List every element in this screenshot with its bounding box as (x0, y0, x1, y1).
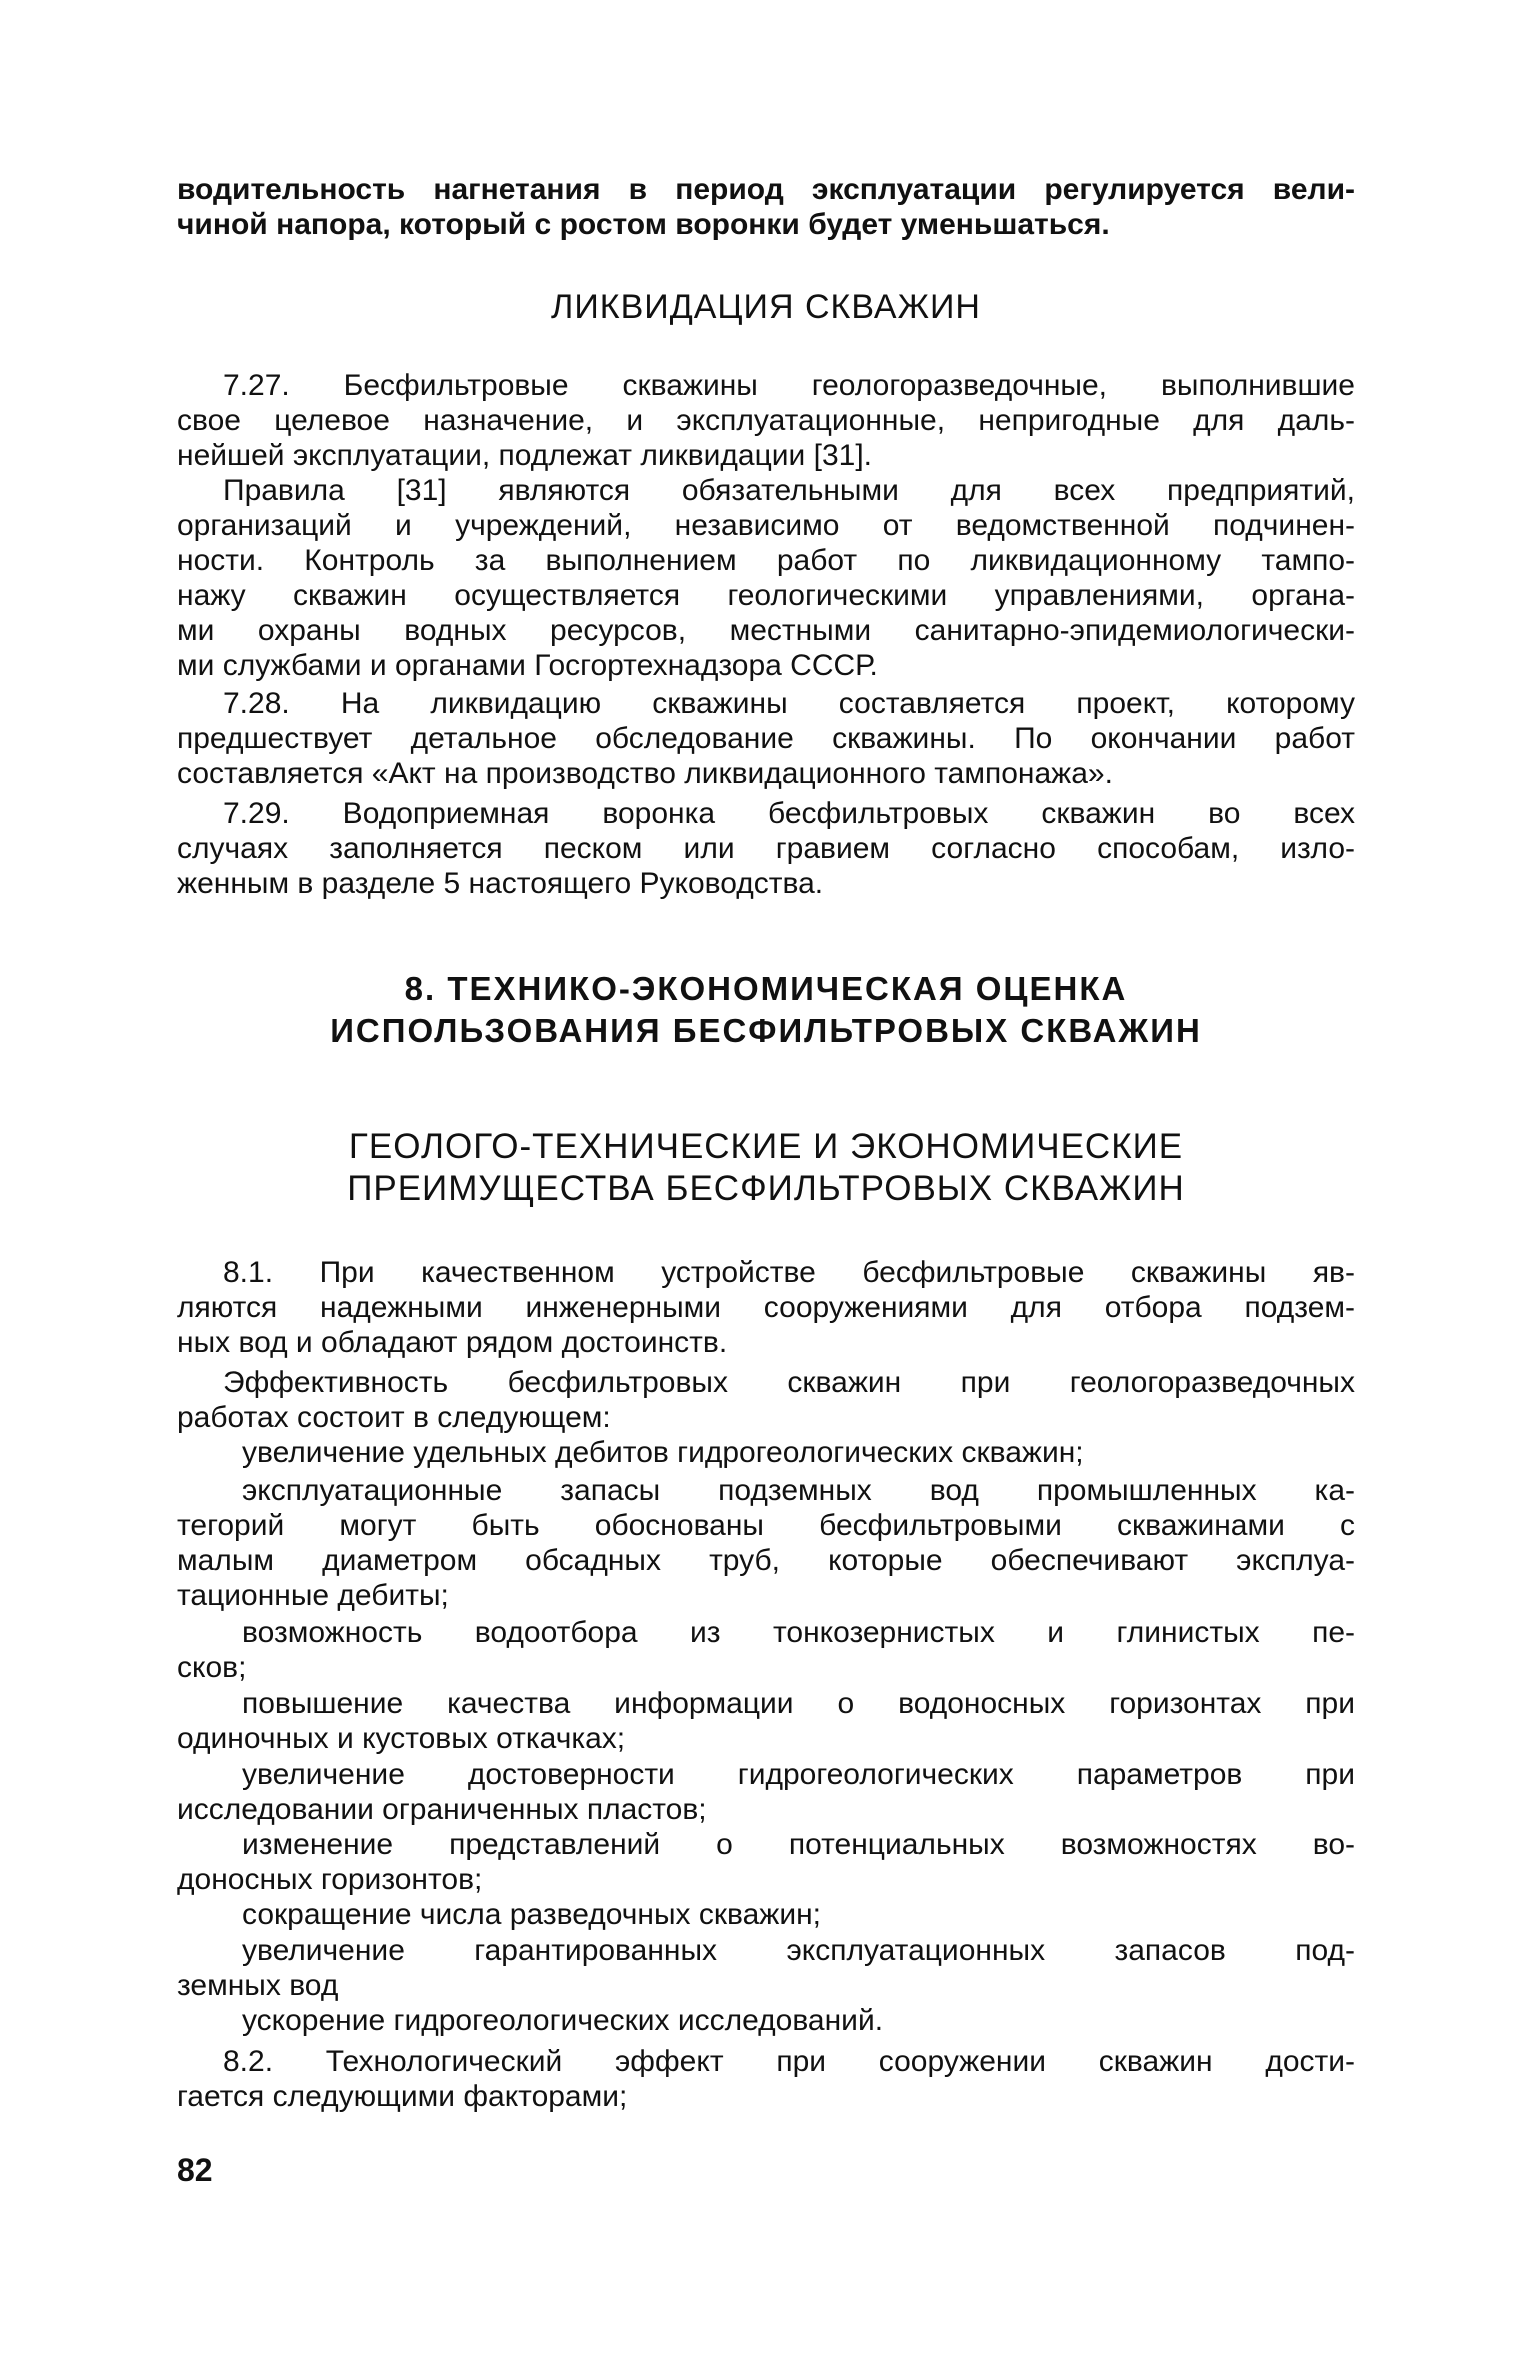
text-line: исследовании ограниченных пластов; (177, 1793, 707, 1826)
advantages-heading-line-1: ГЕОЛОГО-ТЕХНИЧЕСКИЕ И ЭКОНОМИЧЕСКИЕ (348, 1127, 1184, 1166)
text-line: свое целевое назначение, и эксплуатационные, непригодные для даль- (177, 404, 1355, 437)
heading-liquidation: ЛИКВИДАЦИЯ СКВАЖИН (551, 288, 981, 326)
page-number: 82 (177, 2152, 213, 2188)
text-line: 8.2. Технологический эффект при сооружении скважин дости- (223, 2045, 1355, 2078)
paragraph-8-1 (177, 1255, 1355, 1360)
text-line: 7.29. Водоприемная воронка бесфильтровых скважин во всех (223, 797, 1355, 830)
text-line: ускорение гидрогеологических исследований. (242, 2004, 884, 2037)
text-line: увеличение достоверности гидрогеологических параметров при (242, 1758, 1355, 1791)
text-line: организаций и учреждений, независимо от ведомственной подчинен- (177, 509, 1355, 542)
text-line: сокращение числа разведочных скважин; (242, 1898, 821, 1931)
text-line: ных вод и обладают рядом достоинств. (177, 1326, 728, 1359)
text-line: гается следующими факторами; (177, 2080, 628, 2113)
text-line: доносных горизонтов; (177, 1863, 483, 1896)
text-line: составляется «Акт на производство ликвидационного тампонажа». (177, 757, 1113, 790)
text-line: тегорий могут быть обоснованы бесфильтровыми скважинами с (177, 1509, 1355, 1542)
text-line: ности. Контроль за выполнением работ по ликвидационному тампо- (177, 544, 1355, 577)
text-line: 7.28. На ликвидацию скважины составляется проект, которому (223, 687, 1355, 720)
text-line: увеличение удельных дебитов гидрогеологических скважин; (242, 1436, 1084, 1469)
text-line: Эффективность бесфильтровых скважин при геологоразведочных (223, 1366, 1355, 1399)
text-line: эксплуатационные запасы подземных вод промышленных ка- (242, 1474, 1355, 1507)
text-line: Правила [31] являются обязательными для всех предприятий, (223, 474, 1355, 507)
paragraph-7-28 (177, 686, 1355, 791)
paragraph-8-2 (177, 2044, 1355, 2114)
paragraph-rules (177, 473, 1355, 683)
paragraph-7-27 (177, 368, 1355, 473)
text-line: предшествует детальное обследование скважины. По окончании работ (177, 722, 1355, 755)
text-line: ляются надежными инженерными сооружениями для отбора подзем- (177, 1291, 1355, 1324)
section-8-heading (177, 968, 1355, 1052)
text-line: ми охраны водных ресурсов, местными санитарно-эпидемиологически- (177, 614, 1355, 647)
list-item (177, 1435, 1355, 1470)
advantages-heading-line-2: ПРЕИМУЩЕСТВА БЕСФИЛЬТРОВЫХ СКВАЖИН (347, 1169, 1185, 1208)
text-line: женным в разделе 5 настоящего Руководства. (177, 867, 824, 900)
list-item (177, 1615, 1355, 1685)
paragraph-7-29 (177, 796, 1355, 901)
text-line: случаях заполняется песком или гравием согласно способам, изло- (177, 832, 1355, 865)
paragraph-efficiency (177, 1365, 1355, 1435)
text-line: чиной напора, который с ростом воронки будет уменьшаться. (177, 208, 1110, 241)
text-line: одиночных и кустовых откачках; (177, 1722, 626, 1755)
text-line: нейшей эксплуатации, подлежат ликвидации [31]. (177, 439, 872, 472)
text-line: ми службами и органами Госгортехнадзора СССР. (177, 649, 878, 682)
advantages-heading (177, 1126, 1355, 1210)
text-line: сков; (177, 1651, 247, 1684)
section-8-heading-line-1: 8. ТЕХНИКО-ЭКОНОМИЧЕСКАЯ ОЦЕНКА (404, 970, 1128, 1007)
text-line: земных вод (177, 1969, 339, 2002)
list-item (177, 1933, 1355, 2003)
section-8-heading-line-2: ИСПОЛЬЗОВАНИЯ БЕСФИЛЬТРОВЫХ СКВАЖИН (330, 1012, 1202, 1049)
list-item (177, 1473, 1355, 1613)
list-item (177, 1827, 1355, 1897)
list-item (177, 1757, 1355, 1827)
text-line: водительность нагнетания в период эксплуатации регулируется вели- (177, 173, 1355, 206)
paragraph-continuation (177, 172, 1355, 242)
list-item (177, 2003, 1355, 2038)
text-line: изменение представлений о потенциальных возможностях во- (242, 1828, 1355, 1861)
text-line: 7.27. Бесфильтровые скважины геологоразведочные, выполнившие (223, 369, 1355, 402)
list-item (177, 1686, 1355, 1756)
text-line: работах состоит в следующем: (177, 1401, 611, 1434)
text-line: нажу скважин осуществляется геологическими управлениями, органа- (177, 579, 1355, 612)
text-line: возможность водоотбора из тонкозернистых и глинистых пе- (242, 1616, 1355, 1649)
list-item (177, 1897, 1355, 1932)
text-line: увеличение гарантированных эксплуатационных запасов под- (242, 1934, 1355, 1967)
text-line: тационные дебиты; (177, 1579, 449, 1612)
text-line: 8.1. При качественном устройстве бесфильтровые скважины яв- (223, 1256, 1355, 1289)
text-line: малым диаметром обсадных труб, которые обеспечивают эксплуа- (177, 1544, 1355, 1577)
text-line: повышение качества информации о водоносных горизонтах при (242, 1687, 1355, 1720)
